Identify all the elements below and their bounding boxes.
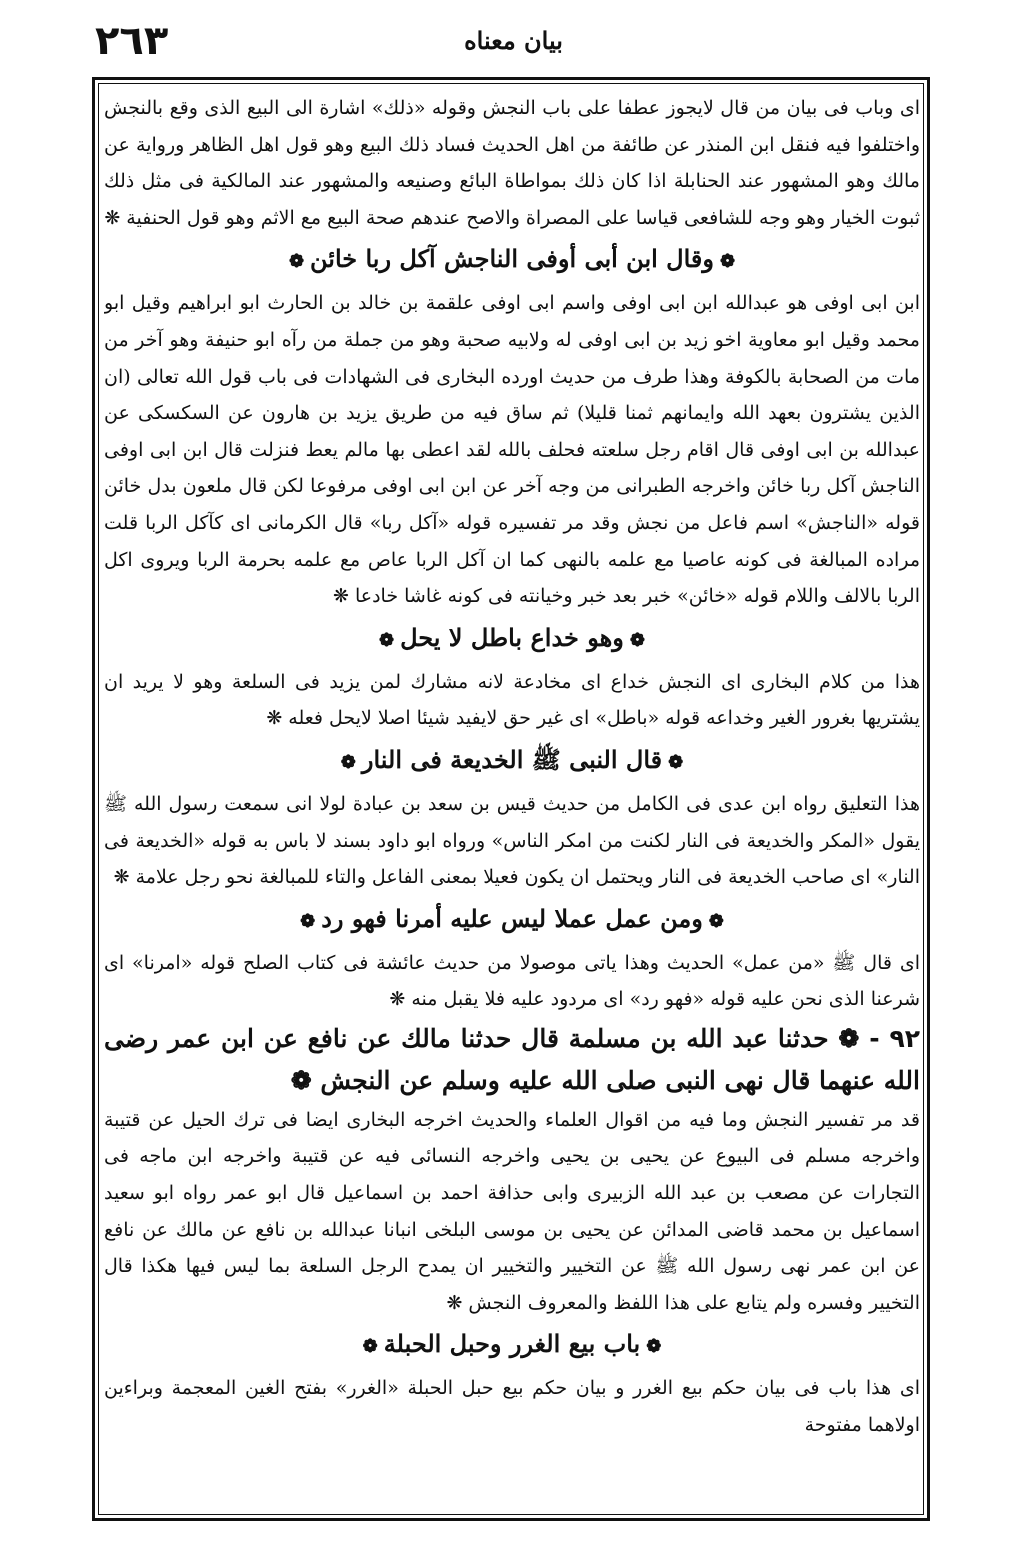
hadith-number: ٩٢ - bbox=[869, 1023, 920, 1053]
commentary-paragraph: هذا التعليق رواه ابن عدى فى الكامل من حديث قيس بن سعد بن عبادة لولا انى سمعت رسول الله ﷺ يقول «المكر والخديعة فى النار لكنت من امكر الناس» ورواه ابو داود بسند لا باس به قوله «الخديعة فى النار» اى صاحب الخديعة فى النار ويحتمل ان يكون فعيلا بمعنى الفاعل والتاء للمبالغة نحو رجل علامة ❋ bbox=[104, 792, 920, 889]
commentary-paragraph: ابن ابى اوفى هو عبدالله ابن ابى اوفى واسم ابى اوفى علقمة بن خالد بن الحارث ابو ابراهيم وقيل ابو محمد وقيل ابو معاوية اخو زيد بن ابى اوفى له ولابيه صحبة وهو من جملة من رآه ابو حنيفة وهو آخر من مات من الصحابة بالكوفة وهذا طرف من حديث اورده البخارى فى الشهادات فى باب قول الله تعالى (ان الذين يشترون بعهد الله وايمانهم ثمنا قليلا) ثم ساق فيه من طريق يزيد بن هارون عن السكسكى عن عبدالله بن ابى اوفى قال اقام رجل سلعته فحلف بالله لقد اعطى بها مالم يعط فنزلت قال ابن ابى اوفى الناجش آكل ربا خائن واخرجه الطبرانى من وجه آخر عن ابن ابى اوفى مرفوعا لكن قال ملعون بدل خائن قوله «الناجش» اسم فاعل من نجش وقد مر تفسيره قوله «آكل ربا» قال الكرمانى اى كآكل الربا قلت مراده المبالغة فى كونه عاصيا مع علمه بالنهى كما ان آكل الربا عاص مع علمه بحرمة الربا ويروى اكل الربا بالالف واللام قوله «خائن» خبر بعد خبر وخيانته فى كونه غاشا خادعا ❋ bbox=[104, 292, 920, 608]
section-heading: ❁باب بيع الغرر وحبل الحبلة❁ bbox=[362, 1329, 662, 1359]
page-number: ٢٦٣ bbox=[95, 18, 169, 64]
commentary-paragraph: اى وباب فى بيان من قال لايجوز عطفا على باب النجش وقوله «ذلك» اشارة الى البيع الذى وقع بالنجش واختلفوا فيه فنقل ابن المنذر عن طائفة من اهل الحديث فساد ذلك البيع وهو قول اهل الظاهر ورواية عن مالك وهو المشهور عند الحنابلة اذا كان ذلك بمواطاة البائع وصنيعه والمشهور عند المالكية فى مثل ذلك ثبوت الخيار وهو وجه للشافعى قياسا على المصراة والاصح عندهم صحة البيع مع الاثم وهو قول الحنفية ❋ bbox=[104, 97, 920, 229]
commentary-paragraph: اى قال ﷺ «من عمل» الحديث وهذا ياتى موصولا من حديث عائشة فى كتاب الصلح قوله «امرنا» اى شرعنا الذى نحن عليه قوله «فهو رد» اى مردود عليه فلا يقبل منه ❋ bbox=[104, 951, 920, 1011]
commentary-paragraph: هذا من كلام البخارى اى النجش خداع اى مخادعة لانه مشارك لمن يزيد فى السلعة وهو لا يريد ان يشتريها بغرور الغير وخداعه قوله «باطل» اى غير حق لايفيد شيئا اصلا لايحل فعله ❋ bbox=[104, 670, 920, 730]
section-heading: ❁ومن عمل عملا ليس عليه أمرنا فهو رد❁ bbox=[300, 903, 724, 933]
commentary-paragraph: قد مر تفسير النجش وما فيه من اقوال العلماء والحديث اخرجه البخارى ايضا فى ترك الحيل عن قتيبة واخرجه مسلم فى البيوع عن يحيى بن يحيى واخرجه النسائى فيه عن قتيبة واخرجه ابن ماجه فى التجارات عن مصعب بن عبد الله الزبيرى وابى حذافة احمد بن اسماعيل قال ابو عمر رواه ابو سعيد اسماعيل بن محمد قاضى المدائن عن يحيى بن موسى البلخى انبانا عبدالله بن نافع عن مالك عن نافع عن ابن عمر نهى رسول الله ﷺ عن التخيير والتخيير ان يمدح الرجل السلعة بما ليس فيها هكذا قال التخيير وفسره ولم يتابع على هذا اللفظ والمعروف النجش ❋ bbox=[104, 1108, 920, 1314]
section-heading: ❁قال النبى ﷺ الخديعة فى النار❁ bbox=[340, 744, 684, 774]
page-body bbox=[104, 90, 920, 1510]
hadith-text: ٩٢ - ❁ حدثنا عبد الله بن مسلمة قال حدثنا مالك عن نافع عن ابن عمر رضى الله عنهما قال نهى النبى صلى الله عليه وسلم عن النجش ❁ bbox=[104, 1023, 920, 1095]
running-title: بيان معناه bbox=[464, 26, 563, 55]
section-heading: ❁وقال ابن أبى أوفى الناجش آكل ربا خائن❁ bbox=[288, 244, 736, 274]
commentary-paragraph: اى هذا باب فى بيان حكم بيع الغرر و بيان حكم بيع حبل الحبلة «الغرر» بفتح الغين المعجمة وبراءين اولاهما مفتوحة bbox=[104, 1377, 920, 1437]
section-heading: ❁وهو خداع باطل لا يحل❁ bbox=[379, 622, 645, 652]
